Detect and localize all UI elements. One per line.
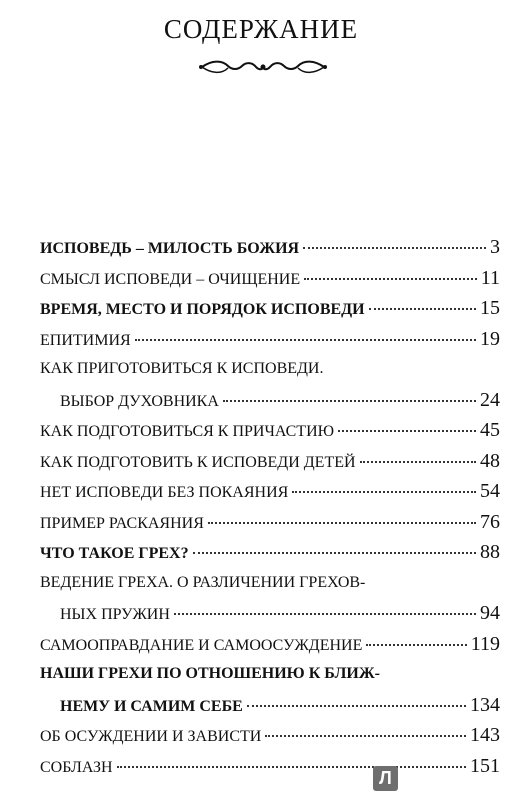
dot-leader xyxy=(360,461,476,463)
toc-entry xyxy=(40,751,500,782)
toc-page-number: 24 xyxy=(480,388,500,411)
dot-leader xyxy=(265,735,466,737)
toc-page-number: 15 xyxy=(480,297,500,319)
toc-entry xyxy=(40,415,500,446)
toc-page-number: 94 xyxy=(480,602,500,624)
dot-leader xyxy=(303,247,486,249)
toc-page-number: 134 xyxy=(470,693,500,716)
toc-entry xyxy=(40,720,500,751)
toc-page-number: 3 xyxy=(490,236,500,258)
toc-entry-title: ОБ ОСУЖДЕНИИ И ЗАВИСТИ xyxy=(40,728,262,745)
watermark-logo: Л xyxy=(373,766,398,791)
toc-page-number: 45 xyxy=(480,419,500,441)
toc-page-number: 48 xyxy=(480,449,500,472)
toc-entry-title: СОБЛАЗН xyxy=(40,758,113,776)
dot-leader xyxy=(135,339,476,341)
toc-page-number: 88 xyxy=(480,541,500,563)
toc-page-number: 11 xyxy=(480,266,500,289)
toc-entry-title: КАК ПОДГОТОВИТЬСЯ К ПРИЧАСТИЮ xyxy=(40,423,335,440)
toc-entry-title: ВЫБОР ДУХОВНИКА xyxy=(60,392,219,410)
toc-entry xyxy=(40,598,500,629)
toc-page-number: 54 xyxy=(480,480,500,502)
toc-entry-title-line1: КАК ПРИГОТОВИТЬСЯ К ИСПОВЕДИ. xyxy=(40,360,324,377)
toc-entry xyxy=(40,476,500,507)
toc-entry xyxy=(40,263,500,294)
dot-leader xyxy=(247,705,466,707)
toc-page-number: 151 xyxy=(470,754,500,777)
toc-entry xyxy=(40,507,500,538)
dot-leader xyxy=(338,430,476,432)
toc-entry-title-line1: НАШИ ГРЕХИ ПО ОТНОШЕНИЮ К БЛИЖ- xyxy=(40,665,380,682)
ornament-divider xyxy=(198,58,328,76)
toc-entry xyxy=(40,385,500,416)
toc-entry xyxy=(40,232,500,263)
toc-entry-title: НЫХ ПРУЖИН xyxy=(60,606,170,623)
dot-leader xyxy=(223,400,476,402)
toc-entry-title: СМЫСЛ ИСПОВЕДИ – ОЧИЩЕНИЕ xyxy=(40,270,301,288)
toc-entry xyxy=(40,293,500,324)
toc-entry-title: ВРЕМЯ, МЕСТО И ПОРЯДОК ИСПОВЕДИ xyxy=(40,301,365,318)
toc-entry-title: ЕПИТИМИЯ xyxy=(40,331,131,349)
toc-page-number: 19 xyxy=(480,327,500,350)
dot-leader xyxy=(292,491,476,493)
toc-page-number: 76 xyxy=(480,510,500,533)
dot-leader xyxy=(117,766,466,768)
toc-entry-title: ЧТО ТАКОЕ ГРЕХ? xyxy=(40,545,189,562)
toc-entry xyxy=(40,629,500,660)
table-of-contents xyxy=(40,232,500,781)
toc-entry-title: ПРИМЕР РАСКАЯНИЯ xyxy=(40,514,204,532)
dot-leader xyxy=(369,308,476,310)
dot-leader xyxy=(174,613,476,615)
toc-entry-title: САМООПРАВДАНИЕ И САМООСУЖДЕНИЕ xyxy=(40,636,363,654)
dot-leader xyxy=(366,644,466,646)
page-title: СОДЕРЖАНИЕ xyxy=(163,14,359,44)
toc-entry-title: ИСПОВЕДЬ – МИЛОСТЬ БОЖИЯ xyxy=(40,240,300,257)
toc-entry xyxy=(40,324,500,355)
dot-leader xyxy=(193,552,476,554)
toc-entry xyxy=(40,537,500,568)
toc-entry-title: НЕТ ИСПОВЕДИ БЕЗ ПОКАЯНИЯ xyxy=(40,484,289,501)
dot-leader xyxy=(304,278,477,280)
toc-entry-title: НЕМУ И САМИМ СЕБЕ xyxy=(60,697,243,715)
toc-entry-title-line1: ВЕДЕНИЕ ГРЕХА. О РАЗЛИЧЕНИИ ГРЕХОВ- xyxy=(40,573,366,591)
toc-page-number: 119 xyxy=(470,632,500,655)
dot-leader xyxy=(208,522,476,524)
toc-entry xyxy=(40,690,500,721)
toc-entry-title: КАК ПОДГОТОВИТЬ К ИСПОВЕДИ ДЕТЕЙ xyxy=(40,453,356,471)
toc-page-number: 143 xyxy=(470,724,500,746)
toc-entry xyxy=(40,446,500,477)
